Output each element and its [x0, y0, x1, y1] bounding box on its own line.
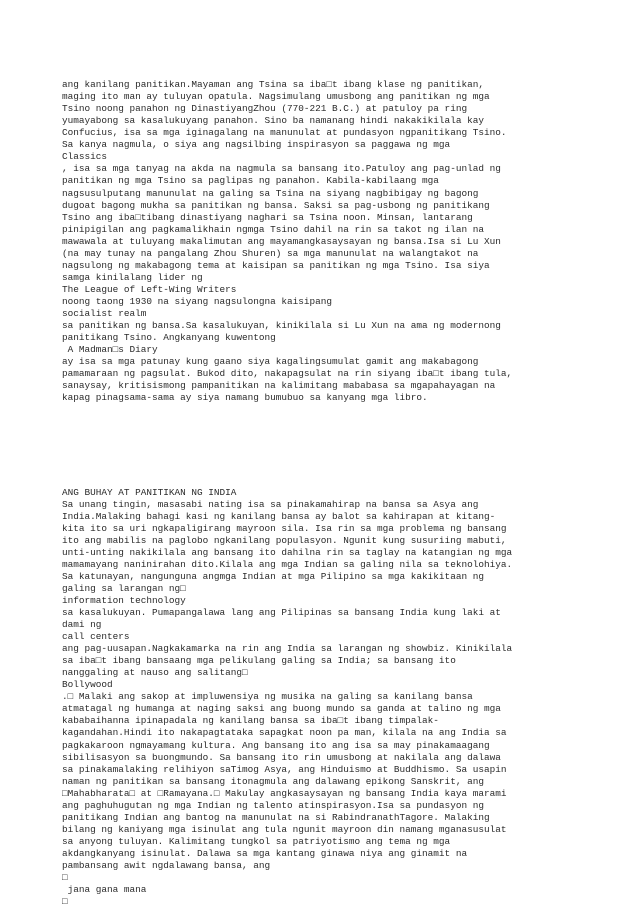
section2-line: panitikang Indian ang bantog na manunulat na si RabindranathTagore. Malaking	[62, 811, 490, 823]
section1-line: , isa sa mga tanyag na akda na nagmula sa bansang ito.Patuloy ang pag-unlad ng	[62, 163, 501, 175]
section-india-literature	[62, 487, 582, 909]
section2-line: unti-unting nakikilala ang bansang ito dahilna rin sa taglay na katangian ng mga	[62, 546, 513, 558]
section2-line: nanggaling at nauso ang salitang□	[62, 667, 248, 679]
section-china-literature	[62, 79, 582, 404]
section2-line: ang paghuhugutan ng mga Indian ng talento atinspirasyon.Isa sa pundasyon ng	[62, 799, 484, 811]
section2-line: information technology	[62, 594, 186, 606]
section1-line: kapag pinagsama-sama ay siya namang bumubuo sa kanyang mga libro.	[62, 392, 428, 404]
section-spacer	[62, 428, 582, 462]
section2-line: bilang ng kaniyang mga isinulat ang tula ngunit mayroon din namang mganasusulat	[62, 823, 507, 835]
section1-line: (na may tunay na pangalang Zhou Shuren) sa mga manunulat na walangtakot na	[62, 247, 479, 259]
section2-line: ito ang mabilis na paglobo ngkanilang populasyon. Ngunit kung susuriing mabuti,	[62, 534, 507, 546]
section1-line: Sa kanya nagmula, o siya ang nagsilbing inspirasyon sa paggawa ng mga	[62, 139, 451, 151]
section1-line: A Madman□s Diary	[62, 344, 158, 356]
section2-line: sa anyong tuluyan. Kalimitang tungkol sa patriyotismo ang tema ng mga	[62, 835, 451, 847]
section2-line: call centers	[62, 631, 130, 643]
section2-line: sibilisasyon sa buongmundo. Sa bansang ito rin umusbong at nakilala ang dalawa	[62, 751, 501, 763]
section2-line: kababaihanna ipinapadala ng kanilang bansa sa iba□t ibang timpalak-	[62, 715, 439, 727]
section2-line: sa kasalukuyan. Pumapangalawa lang ang Pilipinas sa bansang India kung laki at	[62, 607, 501, 619]
section2-line: jana gana mana	[62, 884, 147, 896]
section2-line: atmatagal ng humanga at naging saksi ang buong mundo sa ganda at talino ng mga	[62, 703, 501, 715]
section2-line: sa pinakamalaking relihiyon saTimog Asya, ang Hinduismo at Buddhismo. Sa usapin	[62, 763, 507, 775]
section2-line: pambansang awit ngdalawang bansa, ang	[62, 860, 271, 871]
section2-line: kita ito sa uri ngkapaligirang mayroon sila. Isa rin sa mga problema ng bansang	[62, 522, 507, 534]
section2-line: dami ng	[62, 619, 102, 631]
section1-line: samga kinilalang lider ng	[62, 271, 203, 283]
section2-line: galing sa larangan ng□	[62, 582, 186, 594]
section1-line: maging ito man ay tuluyan opatula. Nagsimulang umusbong ang panitikan ng mga	[62, 91, 490, 103]
section1-line: mawawala at tuluyang makalimutan ang mayamangkasaysayan ng bansa.Isa si Lu Xun	[62, 235, 501, 247]
section2-line: Sa katunayan, nangunguna angmga Indian at mga Pilipino sa mga kakikitaan ng	[62, 570, 484, 582]
section1-line: ay isa sa mga patunay kung gaano siya kagalingsumulat gamit ang makabagong	[62, 356, 479, 368]
section1-line: socialist realm	[62, 307, 147, 319]
section1-line: sa panitikan ng bansa.Sa kasalukuyan, kinikilala si Lu Xun na ama ng modernong	[62, 320, 501, 332]
section2-line: .□ Malaki ang sakop at impluwensiya ng musika na galing sa kanilang bansa	[62, 691, 473, 703]
section1-line: dugoat bagong mukha sa panitikan ng bansa. Saksi sa pag-usbong ng panitikang	[62, 199, 490, 211]
section2-line: kagandahan.Hindi ito nakapagtataka sapagkat noon pa man, kilala na ang India sa	[62, 727, 507, 739]
section1-line: Tsino noong panahon ng DinastiyangZhou (770-221 B.C.) at patuloy pa ring	[62, 103, 468, 115]
section2-line: sa iba□t ibang bansaang mga pelikulang galing sa India; sa bansang ito	[62, 655, 456, 667]
section1-line: sanaysay, kritisismong pampanitikan na kalimitang mababasa sa mgapahayagan na	[62, 380, 496, 392]
section2-line: ANG BUHAY AT PANITIKAN NG INDIA	[62, 486, 237, 498]
section1-line: yumayabong sa kasalukuyang panahon. Sino ba namanang hindi nakakikilala kay	[62, 115, 484, 127]
section1-line: panitikan ng mga Tsino sa paglipas ng panahon. Kabila-kabilaang mga	[62, 175, 439, 187]
section2-line: Bollywood	[62, 679, 113, 691]
section1-line: Tsino ang iba□tibang dinastiyang naghari sa Tsina noon. Minsan, lantarang	[62, 211, 473, 223]
section2-line: akdangkanyang isinulat. Dalawa sa mga kantang ginawa niya ang ginamit na	[62, 847, 468, 859]
section1-line: Classics	[62, 151, 108, 163]
section1-line: ang kanilang panitikan.Mayaman ang Tsina sa iba□t ibang klase ng panitikan,	[62, 79, 484, 91]
section1-line: pinipigilan ang pagkamalikhain ngmga Tsino dahil na rin sa takot ng ilan na	[62, 223, 484, 235]
section2-line: naman ng panitikan sa bansang itonagmula ang dalawang epikong Sanskrit, ang	[62, 775, 484, 787]
document-page	[62, 55, 582, 920]
section1-line: The League of Left-Wing Writers	[62, 283, 237, 295]
section2-line: India.Malaking bahagi kasi ng kanilang bansa ay balot sa kahirapan at kitang-	[62, 510, 496, 522]
section2-line: □	[62, 896, 68, 908]
section1-line: Confucius, isa sa mga iginagalang na manunulat at pundasyon ngpanitikang Tsino.	[62, 127, 507, 139]
section1-line: pamamaraan ng pagsulat. Bukod dito, nakapagsulat na rin siyang iba□t ibang tula,	[62, 368, 513, 380]
section2-line: ang pag-uusapan.Nagkakamarka na rin ang India sa larangan ng showbiz. Kinikilala	[62, 643, 513, 655]
section1-line: nagsulong ng makabagong tema at kaisipan sa panitikan ng mga Tsino. Isa siya	[62, 259, 490, 271]
section2-line: mamamayang naninirahan dito.Kilala ang mga Indian sa galing nila sa teknolohiya.	[62, 558, 513, 570]
section2-line: pagkakaroon ngmayamang kultura. Ang bansang ito ang isa sa may pinakamaagang	[62, 739, 490, 751]
section2-line: Sa unang tingin, masasabi nating isa sa pinakamahirap na bansa sa Asya ang	[62, 498, 479, 510]
section1-line: panitikang Tsino. Angkanyang kuwentong	[62, 332, 276, 344]
section1-line: noong taong 1930 na siyang nagsulongna kaisipang	[62, 295, 333, 307]
section2-line: □	[62, 872, 68, 884]
section1-line: nagsusulputang manunulat na galing sa Tsina na siyang nagbibigay ng bagong	[62, 187, 479, 199]
section2-line: □Mahabharata□ at □Ramayana.□ Makulay angkasaysayan ng bansang India kaya marami	[62, 787, 507, 799]
